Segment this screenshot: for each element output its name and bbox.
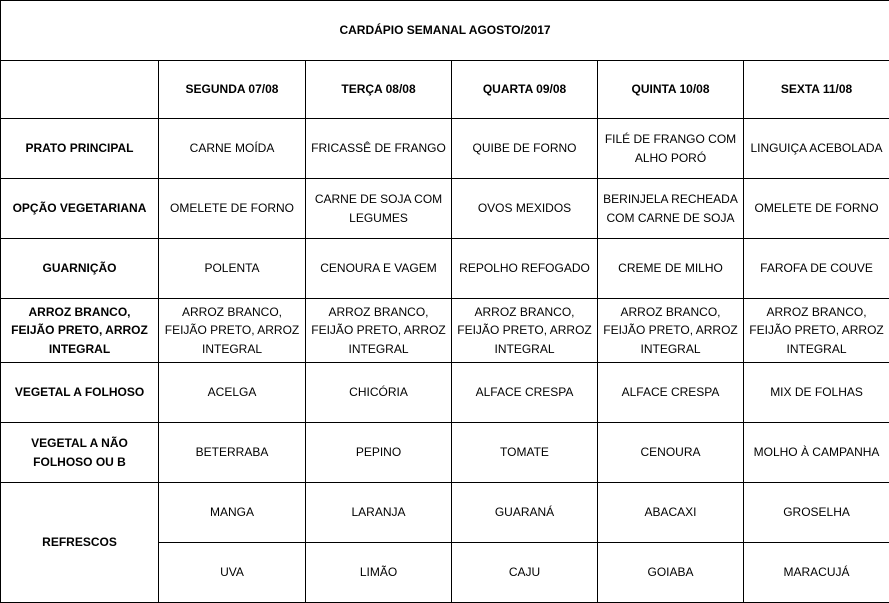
table-row-opcao-vegetariana [1,179,889,239]
menu-cell: FRICASSÊ DE FRANGO [306,119,452,179]
menu-cell: FAROFA DE COUVE [744,239,889,299]
day-header-sexta: SEXTA 11/08 [744,61,889,119]
day-header-terca: TERÇA 08/08 [306,61,452,119]
menu-cell: QUIBE DE FORNO [452,119,598,179]
table-row-vegetal-nao-folhoso [1,423,889,483]
menu-cell: ARROZ BRANCO, FEIJÃO PRETO, ARROZ INTEGRAL [159,299,306,363]
menu-cell: ARROZ BRANCO, FEIJÃO PRETO, ARROZ INTEGRAL [598,299,744,363]
row-label: ARROZ BRANCO, FEIJÃO PRETO, ARROZ INTEGRAL [1,299,159,363]
menu-cell: MOLHO À CAMPANHA [744,423,889,483]
menu-cell: CREME DE MILHO [598,239,744,299]
day-header-row [1,61,889,119]
row-label: OPÇÃO VEGETARIANA [1,179,159,239]
menu-cell: ALFACE CRESPA [452,363,598,423]
title-row [1,1,889,61]
table-row-vegetal-folhoso [1,363,889,423]
menu-cell: MIX DE FOLHAS [744,363,889,423]
day-header-quinta: QUINTA 10/08 [598,61,744,119]
menu-cell: ACELGA [159,363,306,423]
menu-cell: ARROZ BRANCO, FEIJÃO PRETO, ARROZ INTEGRAL [452,299,598,363]
menu-cell: UVA [159,543,306,603]
menu-cell: ARROZ BRANCO, FEIJÃO PRETO, ARROZ INTEGRAL [306,299,452,363]
table-row-guarnicao [1,239,889,299]
menu-cell: OMELETE DE FORNO [159,179,306,239]
menu-cell: GOIABA [598,543,744,603]
menu-cell: CARNE DE SOJA COM LEGUMES [306,179,452,239]
menu-cell: BERINJELA RECHEADA COM CARNE DE SOJA [598,179,744,239]
table-row-arroz-feijao [1,299,889,363]
menu-cell: OMELETE DE FORNO [744,179,889,239]
menu-cell: CAJU [452,543,598,603]
corner-empty-cell [1,61,159,119]
menu-cell: LINGUIÇA ACEBOLADA [744,119,889,179]
menu-cell: CENOURA [598,423,744,483]
menu-cell: CENOURA E VAGEM [306,239,452,299]
menu-cell: ABACAXI [598,483,744,543]
row-label: GUARNIÇÃO [1,239,159,299]
row-label: VEGETAL A FOLHOSO [1,363,159,423]
day-header-segunda: SEGUNDA 07/08 [159,61,306,119]
menu-cell: LIMÃO [306,543,452,603]
menu-cell: POLENTA [159,239,306,299]
row-label: PRATO PRINCIPAL [1,119,159,179]
menu-cell: CARNE MOÍDA [159,119,306,179]
menu-cell: OVOS MEXIDOS [452,179,598,239]
table-row-refrescos-1 [1,483,889,543]
menu-cell: CHICÓRIA [306,363,452,423]
menu-cell: ALFACE CRESPA [598,363,744,423]
menu-cell: GUARANÁ [452,483,598,543]
menu-cell: FILÉ DE FRANGO COM ALHO PORÓ [598,119,744,179]
menu-cell: ARROZ BRANCO, FEIJÃO PRETO, ARROZ INTEGRAL [744,299,889,363]
day-header-quarta: QUARTA 09/08 [452,61,598,119]
row-label: VEGETAL A NÃO FOLHOSO OU B [1,423,159,483]
row-label: REFRESCOS [1,483,159,603]
menu-cell: MANGA [159,483,306,543]
page-title: CARDÁPIO SEMANAL AGOSTO/2017 [1,1,889,61]
menu-cell: TOMATE [452,423,598,483]
menu-cell: REPOLHO REFOGADO [452,239,598,299]
menu-cell: GROSELHA [744,483,889,543]
menu-cell: PEPINO [306,423,452,483]
menu-cell: LARANJA [306,483,452,543]
menu-cell: BETERRABA [159,423,306,483]
table-row-prato-principal [1,119,889,179]
menu-cell: MARACUJÁ [744,543,889,603]
